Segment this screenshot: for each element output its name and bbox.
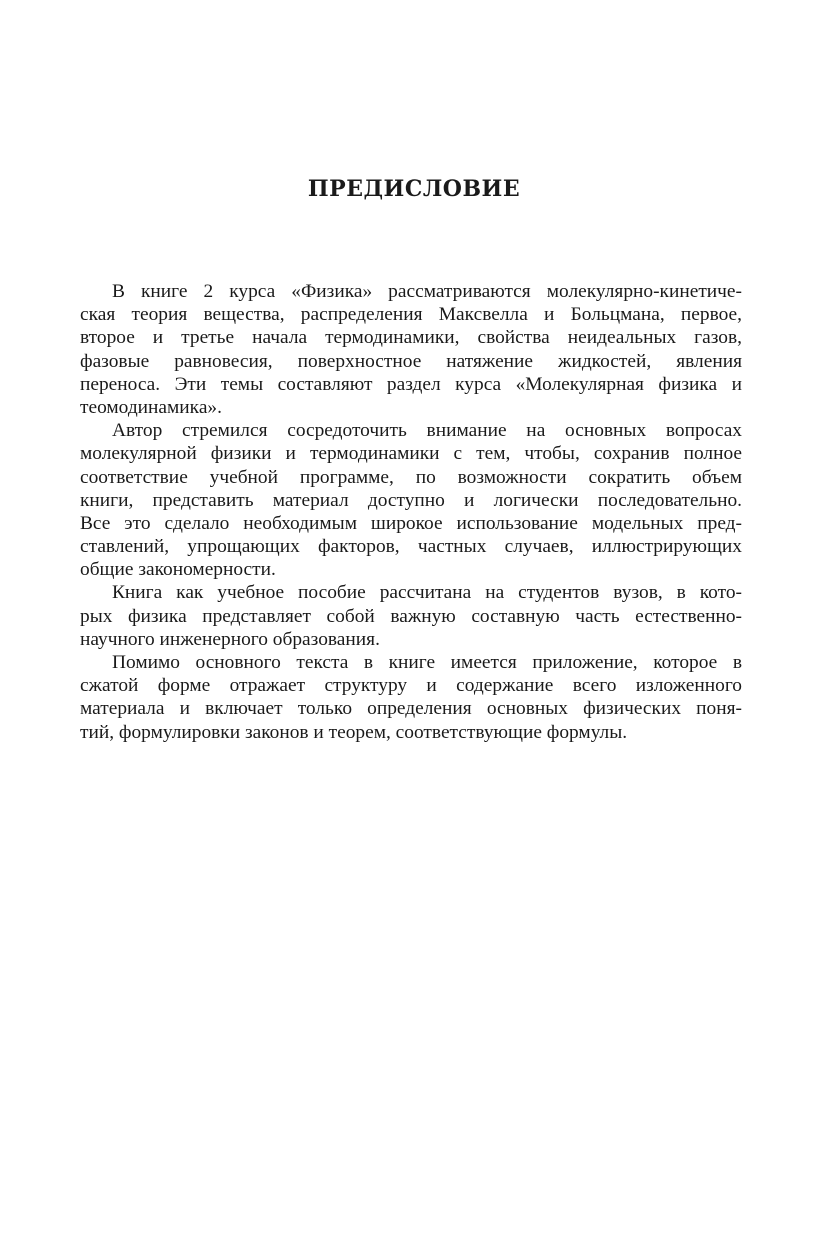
- text-line: соответствие учебной программе, по возможности сократить объем: [80, 466, 742, 488]
- page-title: ПРЕДИСЛОВИЕ: [307, 176, 521, 202]
- text-line: переноса. Эти темы составляют раздел курса «Молекулярная физика и: [80, 373, 742, 395]
- text-line: тий, формулировки законов и теорем, соответствующие формулы.: [80, 721, 628, 743]
- preface-body: [80, 280, 742, 744]
- text-line: сжатой форме отражает структуру и содержание всего изложенного: [80, 675, 742, 697]
- paragraph-3: [80, 581, 742, 651]
- text-line: Книга как учебное пособие рассчитана на студентов вузов, в кото-: [112, 582, 742, 604]
- text-line: ставлений, упрощающих факторов, частных случаев, иллюстрирующих: [80, 536, 742, 558]
- paragraph-2: [80, 419, 742, 581]
- text-line: теомодинамика».: [80, 396, 222, 418]
- text-line: фазовые равновесия, поверхностное натяжение жидкостей, явления: [80, 350, 742, 372]
- text-line: научного инженерного образования.: [80, 628, 380, 650]
- text-line: Автор стремился сосредоточить внимание на основных вопросах: [112, 420, 742, 442]
- text-line: книги, представить материал доступно и логически последовательно.: [80, 489, 742, 511]
- text-line: В книге 2 курса «Физика» рассматриваются молекулярно-кинетиче-: [112, 281, 742, 302]
- paragraph-4: [80, 651, 742, 744]
- text-line: общие закономерности.: [80, 559, 276, 581]
- text-line: материала и включает только определения основных физических поня-: [80, 698, 742, 720]
- text-line: Помимо основного текста в книге имеется приложение, которое в: [112, 652, 742, 673]
- text-line: ская теория вещества, распределения Максвелла и Больцмана, первое,: [80, 304, 742, 326]
- text-line: молекулярной физики и термодинамики с тем, чтобы, сохранив полное: [80, 443, 742, 465]
- text-line: рых физика представляет собой важную составную часть естественно-: [80, 605, 742, 627]
- text-line: второе и третье начала термодинамики, свойства неидеальных газов,: [80, 327, 742, 349]
- paragraph-1: [80, 280, 742, 419]
- text-line: Все это сделало необходимым широкое использование модельных пред-: [80, 512, 742, 534]
